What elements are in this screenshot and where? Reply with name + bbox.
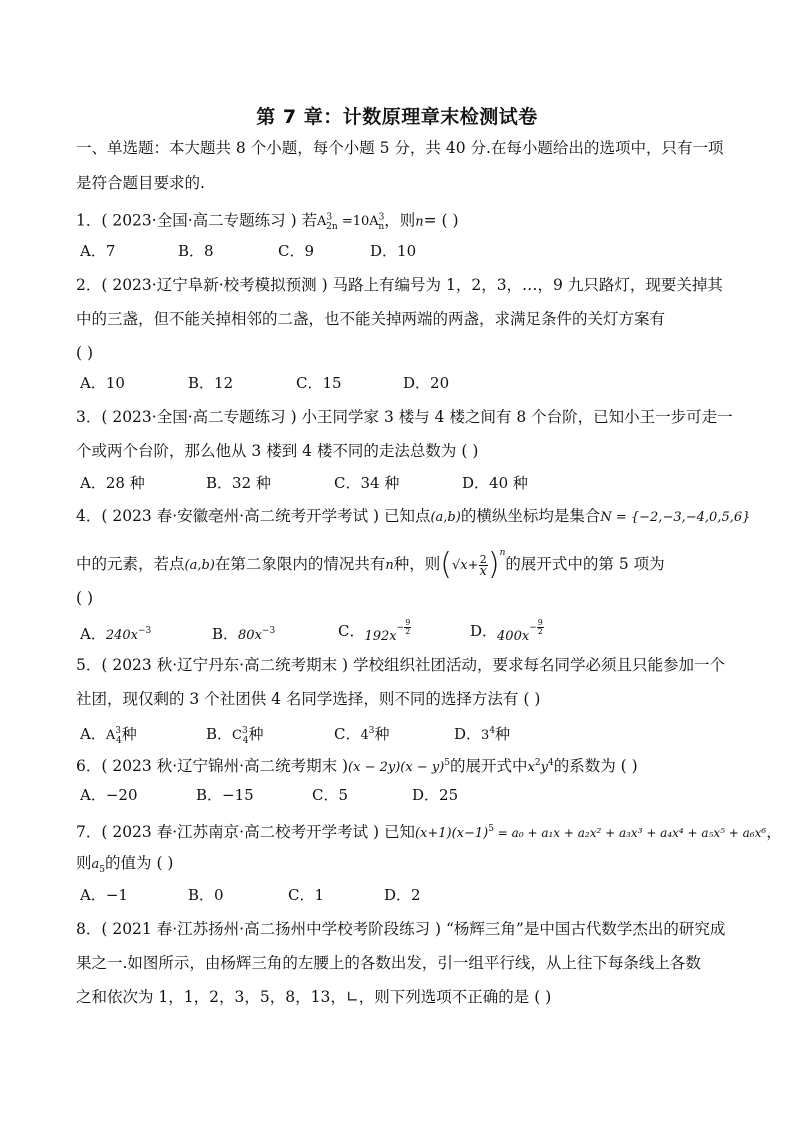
q4-option-a[interactable]: A．$240x^{-3}$ [80,625,152,643]
q6-term: x [527,760,535,776]
q6-option-b[interactable]: B．−15 [196,786,254,804]
q5-option-c[interactable]: C．$4^3$种 [334,725,390,743]
q6-option-a[interactable]: A．−20 [80,786,138,804]
q7-rhs: = a₀ + a₁x + a₂x² + a₃x³ + a₄x⁴ + a₅x⁵ + a₆x⁶ [493,826,767,841]
question-2-line3: ( ) [76,344,94,362]
q5-option-d[interactable]: D．$3^4$种 [454,725,511,743]
q4-text-d: 在第二象限内的情况共有 [214,555,386,573]
q4-text-f: 的展开式中的第 5 项为 [505,555,665,573]
question-3-line1: 3．( 2023·全国·高二专题练习 ) 小王同学家 3 楼与 4 楼之间有 8 个台阶，已知小王一步可走一 [76,408,733,426]
q4-text-a: 4．( 2023 春·安徽亳州·高二统考开学考试 ) 已知点 [76,507,431,525]
q2-option-d[interactable]: D．20 [403,374,450,392]
q1-expr: $A^3_{2n} =10A^3_n$ [317,213,385,232]
q1-option-b[interactable]: B．8 [178,242,214,260]
q6-option-d[interactable]: D．25 [412,786,459,804]
section-header-line2: 是符合题目要求的. [76,174,205,192]
question-1 [76,207,459,238]
question-5-line2: 社团，现仅剩的 3 个社团供 4 名同学选择，则不同的选择方法有 ( ) [76,690,541,708]
q2-option-b[interactable]: B．12 [188,374,234,392]
question-8-line2: 果之一.如图所示，由杨辉三角的左腰上的各数出发，引一组平行线，从上往下每条线上各数 [76,954,701,972]
page-title: 第 7 章：计数原理章末检测试卷 [256,106,538,128]
q4-text-e: 种，则 [393,555,441,573]
question-2-line1: 2．( 2023·辽宁阜新·校考模拟预测 ) 马路上有编号为 1，2，3，…，9 九只路灯，现要关掉其 [76,276,723,294]
q4-text-b: 的横纵坐标均是集合 [460,507,601,525]
q7-option-a[interactable]: A．−1 [80,886,128,904]
q3-option-d[interactable]: D．40 种 [462,474,528,492]
q4-text-c: 中的元素，若点 [76,555,185,573]
q6-option-c[interactable]: C．5 [312,786,349,804]
q4-point-2: (a,b) [184,558,215,573]
section-header-line1: 一、单选题：本大题共 8 个小题，每个小题 5 分，共 40 分.在每小题给出的选项中，只有一项 [76,139,724,157]
q5-option-b[interactable]: B．$C^3_4$种 [206,725,264,746]
q1-suffix: ，则 [384,211,416,230]
q1-var: n [415,214,424,230]
q7-prefix: 7．( 2023 春·江苏南京·高二校考开学考试 ) 已知 [76,823,415,842]
q6-expr: (x − 2y)(x − y) [348,760,445,776]
q7-var: a [91,857,100,872]
question-5-line1: 5．( 2023 秋·辽宁丹东·高二统考期末 ) 学校组织社团活动，要求每名同学必须且只能参加一个 [76,656,725,674]
q3-option-c[interactable]: C．34 种 [334,474,400,492]
q6-prefix: 6．( 2023 秋·辽宁锦州·高二统考期末 ) [76,757,349,776]
question-4-line3: ( ) [76,589,94,607]
q3-option-b[interactable]: B．32 种 [206,474,271,492]
q4-option-b[interactable]: B．$80x^{-3}$ [212,625,276,643]
q1-option-d[interactable]: D．10 [370,242,417,260]
q1-tail: = ( ) [423,211,459,230]
q4-binomial-expr: (√x+ $\frac{2}{x}$ )$^n$ [440,547,506,582]
q1-option-a[interactable]: A．7 [80,242,116,260]
question-8-line3: 之和依次为 1，1，2，3，5，8，13，∟，则下列选项不正确的是 ( ) [76,988,552,1006]
question-8-line1: 8．( 2021 春·江苏扬州·高二扬州中学校考阶段练习 ) “杨辉三角”是中国古代数学杰出的研究成 [76,920,726,938]
question-6: 6．( 2023 秋·辽宁锦州·高二统考期末 )$(x - 2y)(x - y)^5$的展开式中$x^2y^4$的系数为 ( ) [76,757,638,776]
q1-option-c[interactable]: C．9 [278,242,315,260]
q7-option-c[interactable]: C．1 [288,886,325,904]
q4-option-c[interactable]: C．$192x^{- \frac{9}{2}}$ [338,618,411,644]
question-4-line2 [76,542,665,582]
question-7-line2: 则$a_5$的值为 ( ) [76,854,174,876]
q6-mid: 的展开式中 [450,757,528,776]
question-3-line2: 个或两个台阶，那么他从 3 楼到 4 楼不同的走法总数为 ( ) [76,442,479,460]
q4-set: N = {−2,−3,−4,0,5,6} [600,510,751,525]
q4-var: n [385,558,394,573]
question-4-line1 [76,505,750,529]
question-7-line1: 7．( 2023 春·江苏南京·高二校考开学考试 ) 已知$(x+1)(x-1)^5 = a_0 + a_1x + a_2x^2 + a_3x^3 + a_4x^4 + a_5x^5 + a_6x^6$， [76,823,782,842]
question-2-line2: 中的三盏，但不能关掉相邻的二盏，也不能关掉两端的两盏，求满足条件的关灯方案有 [76,310,666,328]
q7-expr: (x+1)(x−1) [414,826,489,842]
q7-option-b[interactable]: B．0 [188,886,224,904]
q3-option-a[interactable]: A．28 种 [80,474,145,492]
q2-option-c[interactable]: C．15 [296,374,342,392]
q7-option-d[interactable]: D．2 [384,886,421,904]
q1-prefix: 1．( 2023·全国·高二专题练习 ) 若 [76,211,318,230]
q5-option-a[interactable]: A．$A^3_4$种 [80,725,137,746]
q6-suffix: 的系数为 ( ) [553,757,638,776]
q4-option-d[interactable]: D．$400x^{- \frac{9}{2}}$ [470,618,543,644]
q4-point: (a,b) [430,510,461,525]
q2-option-a[interactable]: A．10 [80,374,125,392]
